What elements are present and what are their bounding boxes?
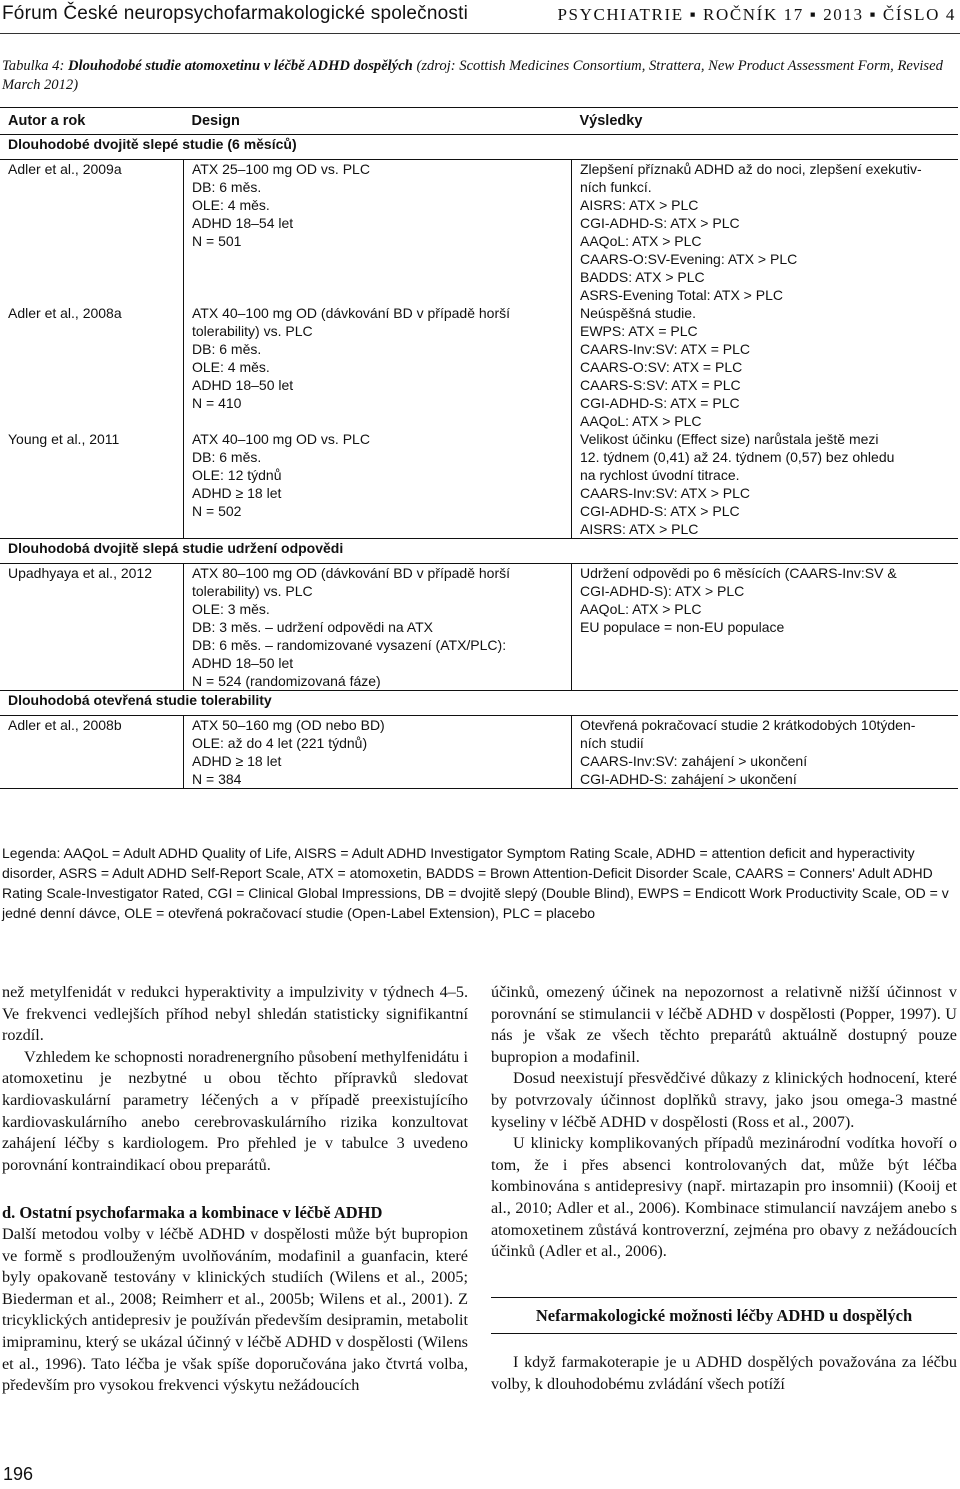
design-line: DB: 6 měs. [192, 179, 262, 195]
col-header-design: Design [184, 108, 572, 135]
journal-title: Fórum České neuropsychofarmakologické společnosti [2, 3, 469, 24]
design-line: DB: 6 měs. [192, 449, 262, 465]
design-line: DB: 6 měs. [192, 341, 262, 357]
design-line: ATX 40–100 mg OD (dávkování BD v případě horší [192, 305, 511, 321]
table-row [0, 564, 958, 691]
design-line: ATX 40–100 mg OD vs. PLC [192, 431, 370, 447]
results-cell [572, 716, 959, 789]
paragraph: U klinicky komplikovaných případů mezinárodní vodítka hovoří o tom, že i přes absenci kontrolovaných dat, může být léčba kombinována s antidepresivy (např. mirtazapin pro insomnii) (Kooij et al., 2010; Adler et al., 2006). Kombinace stimulancií navzájem anebo s atomoxetinem zůstává kontroverzní, zejména pro obavy z nežádoucích účinků (Adler et al., 2006). [491, 1134, 957, 1261]
caption-label: Tabulka 4: [2, 58, 65, 74]
paragraph: Dosud neexistují přesvědčivé důkazy z klinických hodnocení, které by potvrzovaly účinnost doplňků stravy, jako jsou omega-3 mastné kyseliny v léčbě ADHD v dospělosti (Ross et al., 2007). [491, 1069, 957, 1131]
body-column-right [491, 982, 957, 1396]
design-cell [184, 160, 572, 305]
design-cell [184, 564, 572, 691]
table-row [0, 304, 958, 430]
results-line: CAARS-O:SV: ATX = PLC [580, 359, 743, 375]
results-line: CGI-ADHD-S): ATX > PLC [580, 583, 745, 599]
header-rule [0, 33, 960, 34]
design-cell [184, 716, 572, 789]
paragraph: Další metodou volby v léčbě ADHD v dospělosti může být bupropion ve formě s prodlouženým uvolňováním, modafinil a guanfacin, které byly opakovaně testovány v klinických studiích (Wilens et al., 2005; Biederman et al., 2008; Reimherr et al., 2005b; Wilens et al., 2001). Z tricyklických antidepresiv je používán především desipramin, metabolit imipraminu, který se ukázal účinný v léčbě ADHD v dospělosti (Wilens et al., 1996). Tato léčba je však spíše doporučována jako čtvrtá volba, především pro vysokou frekvenci výskytu nežádoucích [2, 1224, 468, 1395]
boxed-heading: Nefarmakologické možnosti léčby ADHD u dospělých [491, 1297, 957, 1335]
results-line: BADDS: ATX > PLC [580, 269, 705, 285]
table-row [0, 430, 958, 539]
author-cell: Young et al., 2011 [0, 430, 184, 539]
results-line: CGI-ADHD-S: zahájení > ukončení [580, 771, 797, 787]
author-cell: Adler et al., 2008a [0, 304, 184, 430]
results-cell [572, 304, 959, 430]
design-line: N = 410 [192, 395, 242, 411]
table-section-row [0, 135, 958, 160]
design-line: OLE: 12 týdnů [192, 467, 282, 483]
col-header-author: Autor a rok [0, 108, 184, 135]
design-line: ATX 80–100 mg OD (dávkování BD v případě horší [192, 565, 511, 581]
issue-info: PSYCHIATRIE ▪ ROČNÍK 17 ▪ 2013 ▪ ČÍSLO 4 [557, 5, 956, 24]
section-title: Dlouhodobé dvojitě slepé studie (6 měsíců) [0, 135, 958, 160]
results-line: AAQoL: ATX > PLC [580, 233, 702, 249]
paragraph: než metylfenidát v redukci hyperaktivity a impulzivity v týdnech 4–5. Ve frekvenci vedlejších příhod nebyl shledán statisticky signifikantní rozdíl. [2, 983, 468, 1045]
table-body [0, 135, 958, 789]
section-heading: d. Ostatní psychofarmaka a kombinace v léčbě ADHD [2, 1203, 383, 1223]
author-cell: Adler et al., 2009a [0, 160, 184, 305]
design-line: ADHD 18–50 let [192, 655, 294, 671]
results-line: CAARS-S:SV: ATX = PLC [580, 377, 741, 393]
author-cell: Upadhyaya et al., 2012 [0, 564, 184, 691]
results-line: CAARS-O:SV-Evening: ATX > PLC [580, 251, 798, 267]
table-header-row [0, 108, 958, 135]
design-line: OLE: až do 4 let (221 týdnů) [192, 735, 368, 751]
design-line: OLE: 3 měs. [192, 601, 270, 617]
design-cell [184, 430, 572, 539]
paragraph: Vzhledem ke schopnosti noradrenergního působení methylfenidátu i atomoxetinu je nezbytné u obou těchto přípravků sledovat kardiovaskulární parametry léčených a v případě preexistujícího kardiovaskulárního anebo cerebrovaskulárního rizika konzultovat zahájení léčby s kardiologem. Pro přehled je v tabulce 3 uvedeno porovnání kontraindikací obou preparátů. [2, 1047, 468, 1174]
design-line: DB: 3 měs. – udržení odpovědi na ATX [192, 619, 433, 635]
design-line: OLE: 4 měs. [192, 197, 270, 213]
results-line: CAARS-Inv:SV: ATX > PLC [580, 485, 751, 501]
design-line: ATX 50–160 mg (OD nebo BD) [192, 717, 385, 733]
design-line: tolerability) vs. PLC [192, 583, 313, 599]
table-row [0, 716, 958, 789]
page-number: 196 [3, 1464, 34, 1484]
results-line: AISRS: ATX > PLC [580, 197, 699, 213]
design-line: ADHD 18–50 let [192, 377, 294, 393]
results-line: Otevřená pokračovací studie 2 krátkodobých 10týden- [580, 717, 916, 733]
results-cell [572, 430, 959, 539]
table-legend: Legenda: AAQoL = Adult ADHD Quality of Life, AISRS = Adult ADHD Investigator Symptom Rating Scale, ADHD = attention deficit and hyperactivity disorder, ASRS = Adult ADHD Self-Report Scale, ATX = atomoxetin, BADDS = Brown Attention-Deficit Disorder Scale, CAARS = Conners' Adult ADHD Rating Scale-Investigator Rated, CGI = Clinical Global Impressions, DB = dvojitě slepý (Double Blind), EWPS = Endicott Work Productivity Scale, OD = v jedné denní dávce, OLE = otevřená pokračovací studie (Open-Label Extension), PLC = placebo [2, 845, 949, 921]
results-cell [572, 160, 959, 305]
design-line: N = 524 (randomizovaná fáze) [192, 673, 381, 689]
results-line: ASRS-Evening Total: ATX > PLC [580, 287, 783, 303]
results-line: CGI-ADHD-S: ATX = PLC [580, 395, 740, 411]
results-line: CAARS-Inv:SV: zahájení > ukončení [580, 753, 808, 769]
table-section-row [0, 539, 958, 564]
design-cell [184, 304, 572, 430]
design-line: N = 501 [192, 233, 242, 249]
results-line: ních studií [580, 735, 644, 751]
author-cell: Adler et al., 2008b [0, 716, 184, 789]
results-line: CGI-ADHD-S: ATX > PLC [580, 215, 740, 231]
results-line: na rychlost úvodní titrace. [580, 467, 740, 483]
results-line: AAQoL: ATX > PLC [580, 413, 702, 429]
table-section-row [0, 691, 958, 716]
design-line: DB: 6 měs. – randomizované vysazení (ATX/PLC): [192, 637, 507, 653]
results-line: 12. týdnem (0,41) až 24. týdnem (0,57) bez ohledu [580, 449, 895, 465]
caption-source: (zdroj: Scottish Medicines Consortium, Strattera, New Product Assessment Form, Revised March 2012) [2, 58, 943, 93]
paragraph: účinků, omezený účinek na nepozornost a relativně nižší účinnost v porovnání se stimulancii v léčbě ADHD v dospělosti (Popper, 1997). U nás je však ze všech těchto preparátů aktuálně dostupný pouze bupropion a modafinil. [491, 983, 957, 1066]
design-line: N = 384 [192, 771, 242, 787]
results-cell [572, 564, 959, 691]
results-line: Zlepšení příznaků ADHD až do noci, zlepšení exekutiv- [580, 161, 922, 177]
results-line: EWPS: ATX = PLC [580, 323, 698, 339]
design-line: ADHD 18–54 let [192, 215, 294, 231]
body-column-left [2, 982, 468, 1397]
section-title: Dlouhodobá dvojitě slepá studie udržení odpovědi [0, 539, 958, 564]
design-line: ADHD ≥ 18 let [192, 485, 282, 501]
design-line: N = 502 [192, 503, 242, 519]
table-caption [2, 57, 954, 95]
paragraph: I když farmakoterapie je u ADHD dospělých považována za léčbu volby, k dlouhodobému zvládání všech potíží [491, 1353, 957, 1393]
results-line: CAARS-Inv:SV: ATX = PLC [580, 341, 751, 357]
caption-title: Dlouhodobé studie atomoxetinu v léčbě ADHD dospělých [67, 58, 413, 74]
design-line: ADHD ≥ 18 let [192, 753, 282, 769]
design-line: OLE: 4 měs. [192, 359, 270, 375]
results-line: Neúspěšná studie. [580, 305, 696, 321]
results-line: EU populace = non-EU populace [580, 619, 785, 635]
page-header [0, 0, 960, 32]
results-line: Udržení odpovědi po 6 měsících (CAARS-Inv:SV & [580, 565, 897, 581]
studies-table [0, 107, 958, 789]
col-header-results: Výsledky [572, 108, 959, 135]
design-line: ATX 25–100 mg OD vs. PLC [192, 161, 370, 177]
results-line: ních funkcí. [580, 179, 652, 195]
table-row [0, 160, 958, 305]
section-title: Dlouhodobá otevřená studie tolerability [0, 691, 958, 716]
results-line: AISRS: ATX > PLC [580, 521, 699, 537]
results-line: AAQoL: ATX > PLC [580, 601, 702, 617]
design-line: tolerability) vs. PLC [192, 323, 313, 339]
results-line: Velikost účinku (Effect size) narůstala ještě mezi [580, 431, 879, 447]
results-line: CGI-ADHD-S: ATX > PLC [580, 503, 740, 519]
